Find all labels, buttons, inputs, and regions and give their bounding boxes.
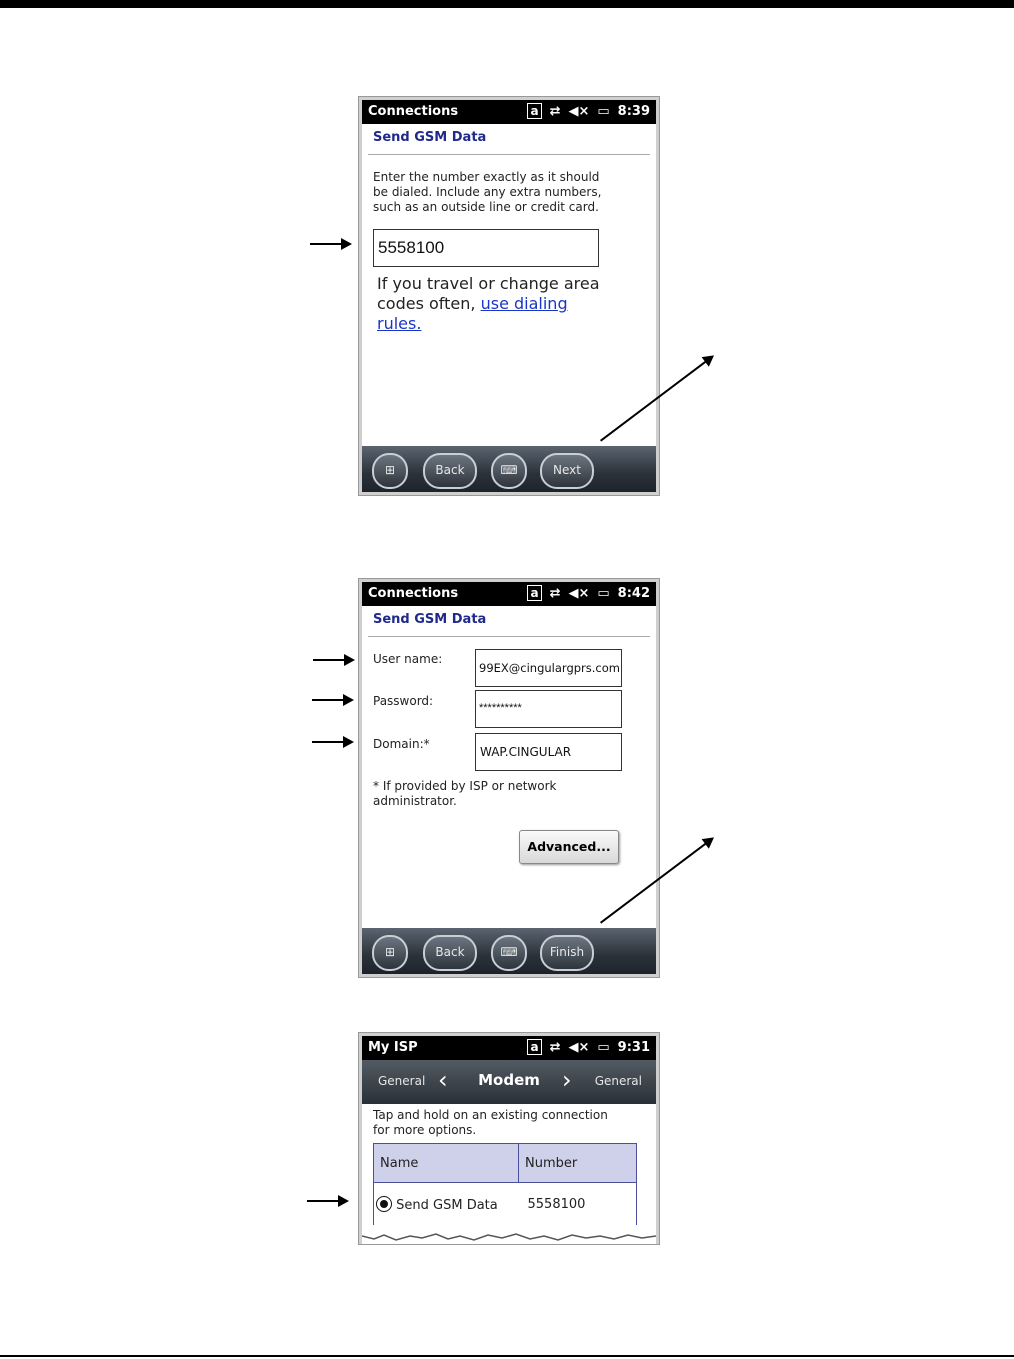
domain-input[interactable] — [475, 733, 622, 771]
dialing-rules-link[interactable]: use dialing rules. — [377, 294, 568, 333]
volume-mute-icon[interactable]: ◀× — [568, 585, 590, 601]
volume-mute-icon[interactable]: ◀× — [568, 1039, 590, 1055]
clock[interactable]: 8:42 — [617, 585, 650, 601]
divider — [368, 154, 650, 155]
status-title: Connections — [368, 586, 459, 601]
bottom-rule — [0, 1355, 1014, 1357]
sync-arrows-icon[interactable]: ⇄ — [549, 103, 561, 119]
travel-text: If you travel or change area codes often, — [377, 274, 600, 313]
table-header — [374, 1144, 637, 1183]
softkey-bar — [362, 928, 656, 974]
softkey-bar — [362, 446, 656, 492]
volume-mute-icon[interactable]: ◀× — [568, 103, 590, 119]
sync-arrows-icon[interactable]: ⇄ — [549, 1039, 561, 1055]
row-name-cell — [374, 1183, 519, 1226]
status-bar — [362, 1036, 656, 1060]
chevron-left-icon[interactable]: ‹ — [438, 1066, 448, 1094]
sync-arrows-icon[interactable]: ⇄ — [549, 585, 561, 601]
phone-number-input[interactable] — [373, 229, 599, 267]
password-value: ********** — [479, 702, 522, 714]
windows-start-icon[interactable]: ⊞ — [372, 453, 408, 489]
keyboard-icon[interactable]: ⌨ — [491, 453, 527, 489]
status-bar — [362, 100, 656, 124]
advanced-button[interactable]: Advanced... — [519, 830, 619, 864]
instructions-text: Tap and hold on an existing connection for more options. — [373, 1108, 608, 1137]
page-title: Send GSM Data — [373, 130, 487, 145]
screen-send-gsm-credentials — [359, 579, 659, 977]
row-number-cell: 5558100 — [519, 1183, 637, 1226]
tab-modem[interactable]: Modem — [478, 1071, 540, 1089]
arrow-pointer — [307, 1200, 347, 1202]
phone-number-value: 5558100 — [378, 238, 445, 257]
username-label: User name: — [373, 652, 443, 666]
arrow-pointer — [312, 741, 352, 743]
top-rule — [0, 0, 1014, 8]
back-button[interactable]: Back — [423, 453, 477, 489]
travel-note — [377, 274, 607, 334]
status-title: Connections — [368, 104, 459, 119]
screen-send-gsm-number — [359, 97, 659, 495]
footnote-text: * If provided by ISP or network administrator. — [373, 779, 557, 808]
battery-icon: ▭ — [597, 103, 610, 119]
tab-general-right[interactable]: General — [594, 1074, 642, 1088]
battery-icon: ▭ — [597, 1039, 610, 1055]
radio-selected-icon[interactable] — [376, 1196, 392, 1212]
a-icon: a — [527, 585, 541, 601]
page-title: Send GSM Data — [373, 612, 487, 627]
finish-button[interactable]: Finish — [540, 935, 594, 971]
a-icon: a — [527, 1039, 541, 1055]
domain-label: Domain:* — [373, 737, 430, 751]
back-button[interactable]: Back — [423, 935, 477, 971]
clock[interactable]: 8:39 — [617, 103, 650, 119]
column-header-name[interactable]: Name — [374, 1144, 519, 1183]
clock[interactable]: 9:31 — [617, 1039, 650, 1055]
battery-icon: ▭ — [597, 585, 610, 601]
status-bar — [362, 582, 656, 606]
arrow-pointer — [312, 699, 352, 701]
arrow-pointer — [310, 243, 350, 245]
domain-value: WAP.CINGULAR — [480, 745, 572, 759]
chevron-right-icon[interactable]: › — [562, 1066, 572, 1094]
connections-table — [373, 1143, 637, 1225]
row-name: Send GSM Data — [396, 1197, 498, 1213]
username-value: 99EX@cingulargprs.com — [479, 661, 620, 675]
windows-start-icon[interactable]: ⊞ — [372, 935, 408, 971]
arrow-pointer — [313, 659, 353, 661]
screen-my-isp — [359, 1033, 659, 1244]
instructions-text: Enter the number exactly as it should be dialed. Include any extra numbers, such as an outside line or credit card. — [373, 170, 602, 214]
keyboard-icon[interactable]: ⌨ — [491, 935, 527, 971]
status-title: My ISP — [368, 1040, 418, 1055]
password-label: Password: — [373, 694, 434, 708]
tab-general-left[interactable]: General — [378, 1074, 426, 1088]
column-header-number[interactable]: Number — [519, 1144, 637, 1183]
table-row[interactable] — [374, 1183, 637, 1226]
tab-bar — [362, 1060, 656, 1104]
username-input[interactable] — [475, 649, 622, 687]
a-icon: a — [527, 103, 541, 119]
divider — [368, 636, 650, 637]
password-input[interactable] — [475, 690, 622, 728]
torn-edge — [362, 1230, 656, 1244]
next-button[interactable]: Next — [540, 453, 594, 489]
